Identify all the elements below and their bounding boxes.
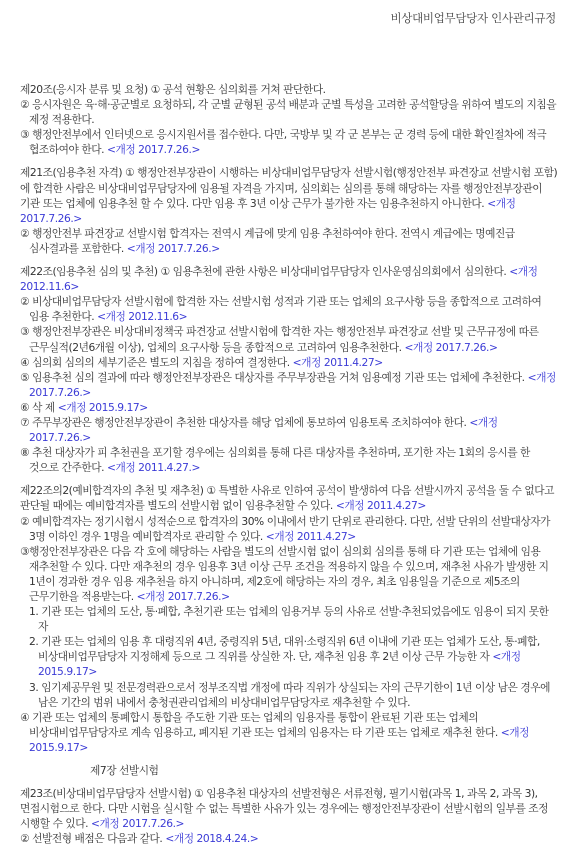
amendment-note: <개정 2012.11.6> bbox=[20, 265, 538, 294]
paragraph bbox=[20, 82, 561, 97]
paragraph bbox=[20, 400, 561, 415]
amendment-note: <개정 2017.7.26.> bbox=[20, 196, 516, 225]
article bbox=[20, 82, 561, 157]
paragraph bbox=[20, 710, 561, 755]
amendment-note: <개정 2015.9.17> bbox=[29, 725, 530, 754]
paragraph bbox=[20, 415, 561, 445]
paragraph-text: 3. 임기제공무원 및 전문경력관으로서 정부조직법 개정에 따라 직위가 상실되는 자의 근무기한이 1년 이상 남은 경우에 남은 기간의 범위 내에서 충청권관리업체의 비상대비업무담당자로 재추천할 수 있다. bbox=[29, 680, 550, 709]
paragraph bbox=[20, 127, 561, 157]
paragraph bbox=[20, 544, 561, 604]
amendment-note: <개정 2011.4.27.> bbox=[106, 461, 200, 475]
paragraph-text: 1. 기관 또는 업체의 도산, 통·폐합, 추천기관 또는 업체의 임용거부 등의 사유로 선발·추천되었음에도 임용이 되지 못한 자 bbox=[29, 605, 549, 634]
paragraph-text: ② 선발전형 배점은 다음과 같다. bbox=[20, 832, 163, 846]
paragraph bbox=[20, 680, 561, 710]
paragraph-text: 2. 기관 또는 업체의 임용 후 대령직위 4년, 중령직위 5년, 대위·소령직위 6년 이내에 기관 또는 업체가 도산, 통·폐합, 비상대비업무담당자 지정해제 등으로 그 직위를 상실한 자. 단, 재추천 임용 후 2년 이상 근무 가능한 자 bbox=[29, 635, 540, 664]
paragraph-text: ⑦ 주무부장관은 행정안전부장관이 추천한 대상자를 해당 업체에 통보하여 임용토록 조치하여야 한다. bbox=[20, 415, 467, 429]
paragraph bbox=[20, 634, 561, 679]
amendment-note: <개정 2011.4.27> bbox=[292, 355, 383, 369]
paragraph bbox=[20, 324, 561, 354]
paragraph bbox=[20, 514, 561, 544]
amendment-note: <개정 2017.7.26.> bbox=[136, 590, 230, 603]
amendment-note: <개정 2011.4.27> bbox=[335, 499, 426, 513]
paragraph bbox=[20, 604, 561, 634]
paragraph-text: ④ 기관 또는 업체의 통폐합시 통합을 주도한 기관 또는 업체의 임용자를 통합이 완료된 기관 또는 업체의 비상대비업무담당자로 계속 임용하고, 폐지된 기관 또는 업체의 임용자는 타 기관 또는 업체로 재추천 한다. bbox=[20, 710, 498, 739]
paragraph-text: 제23조(비상대비업무담당자 선발시험) ① 임용추천 대상자의 선발전형은 서류전형, 필기시험(과목 1, 과목 2, 과목 3), 면접시험으로 한다. 다만 시험을 실시할 수 없는 특별한 사유가 있는 경우에는 행정안전부장관이 선발시험의 일부를 조정 시행할 수 있다. bbox=[20, 787, 549, 831]
paragraph-text: 제22조의2(예비합격자의 추천 및 재추천) ① 특별한 사유로 인하여 공석이 발생하여 다음 선발시까지 공석을 둘 수 없다고 판단될 때에는 예비합격자를 별도의 선발시험 없이 임용추천할 수 있다. bbox=[20, 484, 555, 513]
paragraph bbox=[20, 445, 561, 475]
paragraph bbox=[20, 165, 561, 225]
paragraph-text: ③ 행정안전부에서 인터넷으로 응시지원서를 접수한다. 다만, 국방부 및 각 군 본부는 군 경력 등에 대한 확인절차에 적극 협조하여야 한다. bbox=[20, 128, 547, 157]
amendment-note: <개정 2015.9.17> bbox=[57, 400, 148, 414]
paragraph bbox=[20, 831, 561, 846]
paragraph bbox=[20, 264, 561, 294]
paragraph-text: ② 행정안전부 파견장교 선발시험 합격자는 전역시 계급에 맞게 임용 추천하여야 한다. 전역시 계급에는 명예진급 심사결과를 포함한다. bbox=[20, 226, 515, 255]
chapter-title: 제7장 선발시험 bbox=[90, 764, 159, 778]
amendment-note: <개정 2017.7.26.> bbox=[29, 415, 498, 445]
amendment-note: <개정 2017.7.26.> bbox=[91, 817, 185, 831]
paragraph-text: ④ 심의회 심의의 세부기준은 별도의 지침을 정하여 결정한다. bbox=[20, 355, 290, 369]
paragraph-text: ③행정안전부장관은 다음 각 호에 해당하는 사람을 별도의 선발시험 없이 심의회 심의를 통해 타 기관 또는 업체에 임용 재추천할 수 있다. 다만 재추천의 경우 임용후 3년 이상 근무 조건을 적용하지 않을 수 있으며, 재추천 사유가 발생한 지 1년이 경과한 경우 임용 재추천을 하지 아니하며, 제2호에 해당하는 자의 경우, 최초 임용일을 기준으로 제5조의 근무기한을 적용받는다. bbox=[20, 544, 549, 603]
paragraph-text: ⑤ 임용추천 심의 결과에 따라 행정안전부장관은 대상자를 주무부장관을 거쳐 임용예정 기관 또는 업체에 추천한다. bbox=[20, 370, 525, 384]
amendment-note: <개정 2017.7.26.> bbox=[404, 340, 498, 354]
paragraph-text: ② 예비합격자는 정기시험시 성적순으로 합격자의 30% 이내에서 반기 단위로 관리한다. 다만, 선발 단위의 선발대상자가 3명 이하인 경우 1명을 예비합격자로 관리할 수 있다. bbox=[20, 514, 550, 543]
paragraph-text: ③ 행정안전부장관은 비상대비정책국 파견장교 선발시험에 합격한 자는 행정안전부 파견장교 선발 및 근무규정에 따른 근무실적(2년6개월 이상), 업체의 요구사항 등을 종합적으로 고려하여 임용추천한다. bbox=[20, 325, 539, 354]
paragraph bbox=[20, 355, 561, 370]
article bbox=[20, 483, 561, 755]
paragraph bbox=[20, 226, 561, 256]
article bbox=[20, 264, 561, 475]
paragraph bbox=[20, 786, 561, 831]
amendment-note: <개정 2018.4.24.> bbox=[165, 832, 259, 846]
paragraph-text: 제22조(임용추천 심의 및 추천) ① 임용추천에 관한 사항은 비상대비업무담당자 인사운영심의회에서 심의한다. bbox=[20, 265, 507, 279]
article bbox=[20, 165, 561, 256]
article bbox=[20, 786, 561, 846]
paragraph-text: 제21조(임용추천 자격) ① 행정안전부장관이 시행하는 비상대비업무담당자 선발시험(행정안전부 파견장교 선발시험 포함)에 합격한 사람은 비상대비업무담당자에 임용될 자격을 가지며, 심의회는 심의를 통해 해당하는 자를 행정안전부장관이 기관 또는 업체에 임용추천 할 수 있다. 다만 임용 후 3년 이상 근무가 불가한 자는 임용추천하지 아니한다. bbox=[20, 166, 558, 210]
paragraph-text: ⑥ 삭 제 bbox=[20, 400, 55, 414]
amendment-note: <개정 2011.4.27> bbox=[265, 529, 356, 543]
paragraph bbox=[20, 294, 561, 324]
amendment-note: <개정 2017.7.26.> bbox=[106, 143, 200, 157]
amendment-note: <개정 2015.9.17> bbox=[38, 650, 521, 679]
amendment-note: <개정 2017.7.26.> bbox=[126, 241, 220, 255]
paragraph-text: 제20조(응시자 분류 및 요청) ① 공석 현황은 심의회를 거쳐 판단한다. bbox=[20, 83, 326, 96]
amendment-note: <개정 2012.11.6> bbox=[97, 310, 188, 324]
amendment-note: <개정 2017.7.26.> bbox=[29, 370, 556, 399]
paragraph-text: ⑧ 추천 대상자가 피 추천권을 포기할 경우에는 심의회를 통해 다른 대상자를 추천하며, 포기한 자는 1회의 응시를 한 것으로 간주한다. bbox=[20, 446, 530, 475]
paragraph bbox=[20, 483, 561, 513]
document-body bbox=[20, 82, 561, 855]
paragraph-text: ② 비상대비업무담당자 선발시험에 합격한 자는 선발시험 성적과 기관 또는 업체의 요구사항 등을 종합적으로 고려하여 임용 추천한다. bbox=[20, 295, 542, 324]
paragraph bbox=[20, 97, 561, 127]
paragraph bbox=[20, 370, 561, 400]
paragraph-text: ② 응시자원은 육·해·공군별로 요청하되, 각 군별 균형된 공석 배분과 군별 특성을 고려한 공석할당을 위하여 별도의 지침을 제정 적용한다. bbox=[20, 98, 557, 127]
header-title: 비상대비업무담당자 인사관리규정 bbox=[390, 11, 556, 25]
